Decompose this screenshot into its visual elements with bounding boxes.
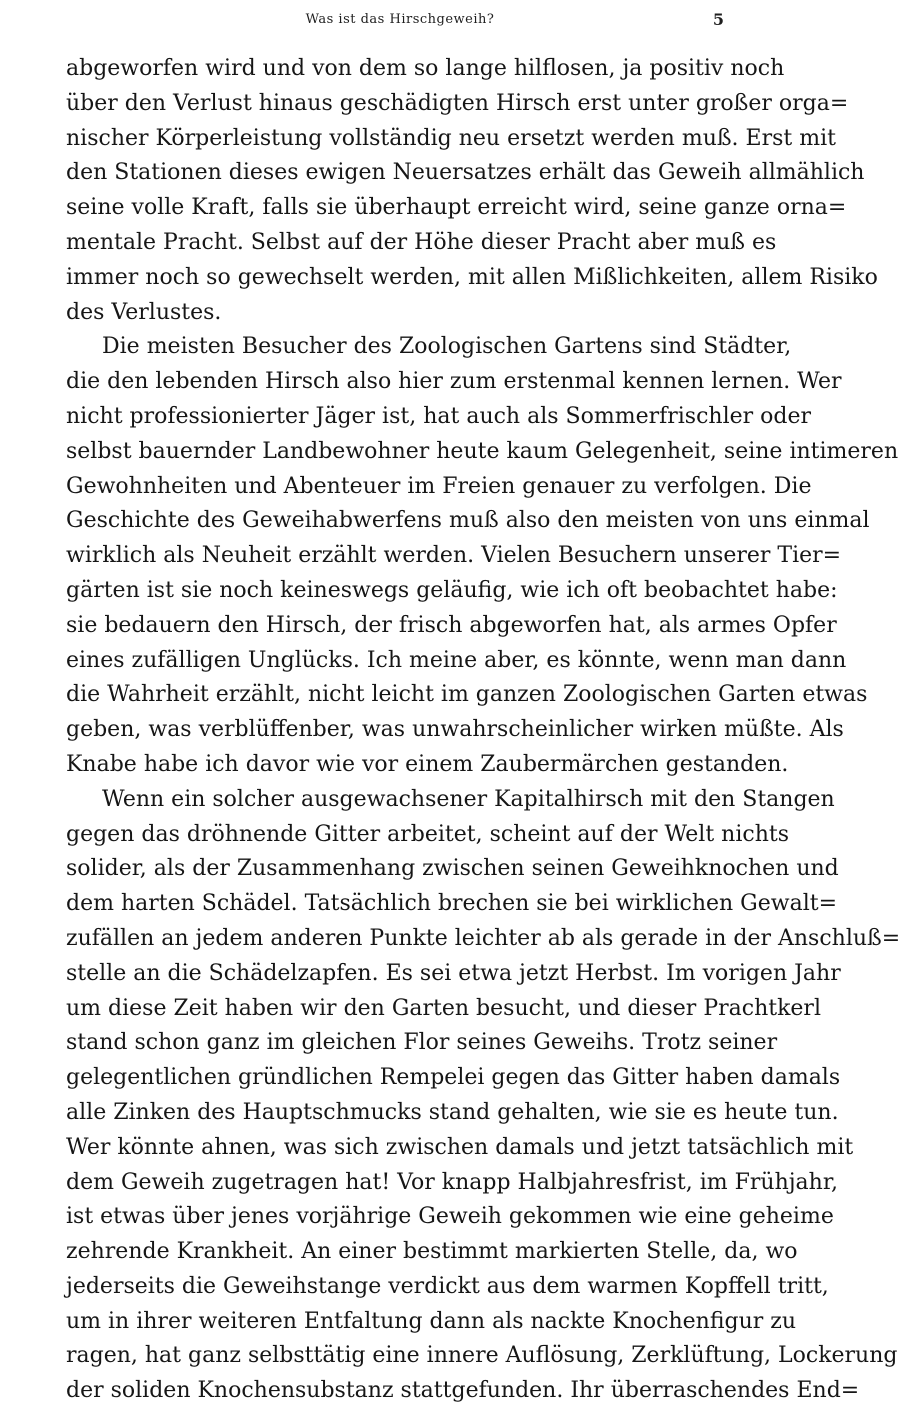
paragraph [66,783,900,1409]
text-line: die den lebenden Hirsch also hier zum erstenmal kennen lernen. Wer [66,369,842,395]
text-line: zehrende Krankheit. An einer bestimmt markierten Stelle, da, wo [66,1239,798,1265]
text-line: immer noch so gewechselt werden, mit allen Mißlichkeiten, allem Risiko [66,264,878,290]
text-line: stelle an die Schädelzapfen. Es sei etwa jetzt Herbst. Im vorigen Jahr [66,960,841,986]
text-line: gärten ist sie noch keineswegs geläufig, wie ich oft beobachtet habe: [66,577,838,603]
text-line: alle Zinken des Hauptschmucks stand gehalten, wie sie es heute tun. [66,1099,839,1125]
text-line: seine volle Kraft, falls sie überhaupt erreicht wird, seine ganze orna= [66,195,847,221]
text-line: der soliden Knochensubstanz stattgefunden. Ihr überraschendes End= [66,1378,860,1404]
text-line: um diese Zeit haben wir den Garten besucht, und dieser Prachtkerl [66,995,821,1021]
text-line: ragen, hat ganz selbsttätig eine innere Auflösung, Zerklüftung, Lockerung [66,1343,898,1369]
text-line: nischer Körperleistung vollständig neu ersetzt werden muß. Erst mit [66,125,836,151]
text-line: Knabe habe ich davor wie vor einem Zaubermärchen gestanden. [66,751,789,777]
body-text [66,52,900,1409]
text-line: die Wahrheit erzählt, nicht leicht im ganzen Zoologischen Garten etwas [66,682,868,708]
running-title: Was ist das Hirschgeweih? [305,12,495,27]
text-line: des Verlustes. [66,299,222,325]
text-line: Wenn ein solcher ausgewachsener Kapitalhirsch mit den Stangen [102,786,835,812]
text-line: den Stationen dieses ewigen Neuersatzes erhält das Geweih allmählich [66,160,865,186]
page-number: 5 [712,10,724,29]
text-line: nicht professionierter Jäger ist, hat auch als Sommerfrischler oder [66,403,812,429]
text-line: um in ihrer weiteren Entfaltung dann als nackte Knochenfigur zu [66,1308,797,1334]
text-line: zufällen an jedem anderen Punkte leichter ab als gerade in der Anschluß= [66,925,900,951]
text-line: sie bedauern den Hirsch, der frisch abgeworfen hat, als armes Opfer [66,612,837,638]
text-line: abgeworfen wird und von dem so lange hilflosen, ja positiv noch [66,56,785,81]
text-line: Gewohnheiten und Abenteuer im Freien genauer zu verfolgen. Die [66,473,812,499]
text-line: dem Geweih zugetragen hat! Vor knapp Halbjahresfrist, im Frühjahr, [66,1169,838,1195]
text-line: Geschichte des Geweihabwerfens muß also den meisten von uns einmal [66,508,870,534]
paragraph [66,52,878,330]
paragraph [66,330,899,782]
text-line: selbst bauernder Landbewohner heute kaum Gelegenheit, seine intimeren [66,438,899,464]
text-line: geben, was verblüffenber, was unwahrscheinlicher wirken müßte. Als [66,717,844,743]
text-line: mentale Pracht. Selbst auf der Höhe dieser Pracht aber muß es [66,229,777,255]
text-line: wirklich als Neuheit erzählt werden. Vielen Besuchern unserer Tier= [66,543,842,569]
text-line: solider, als der Zusammenhang zwischen seinen Geweihknochen und [66,856,839,882]
text-line: jederseits die Geweihstange verdickt aus dem warmen Kopffell tritt, [66,1273,829,1299]
text-line: Wer könnte ahnen, was sich zwischen damals und jetzt tatsächlich mit [66,1134,854,1160]
text-line: dem harten Schädel. Tatsächlich brechen sie bei wirklichen Gewalt= [66,891,838,917]
text-line: eines zufälligen Unglücks. Ich meine aber, es könnte, wenn man dann [66,647,847,673]
text-line: ist etwas über jenes vorjährige Geweih gekommen wie eine geheime [66,1204,834,1230]
text-line: über den Verlust hinaus geschädigten Hirsch erst unter großer orga= [66,90,849,116]
text-line: Die meisten Besucher des Zoologischen Gartens sind Städter, [102,334,792,360]
text-line: gegen das dröhnende Gitter arbeitet, scheint auf der Welt nichts [66,821,790,847]
text-line: stand schon ganz im gleichen Flor seines Geweihs. Trotz seiner [66,1030,778,1056]
text-line: gelegentlichen gründlichen Rempelei gegen das Gitter haben damals [66,1065,841,1091]
